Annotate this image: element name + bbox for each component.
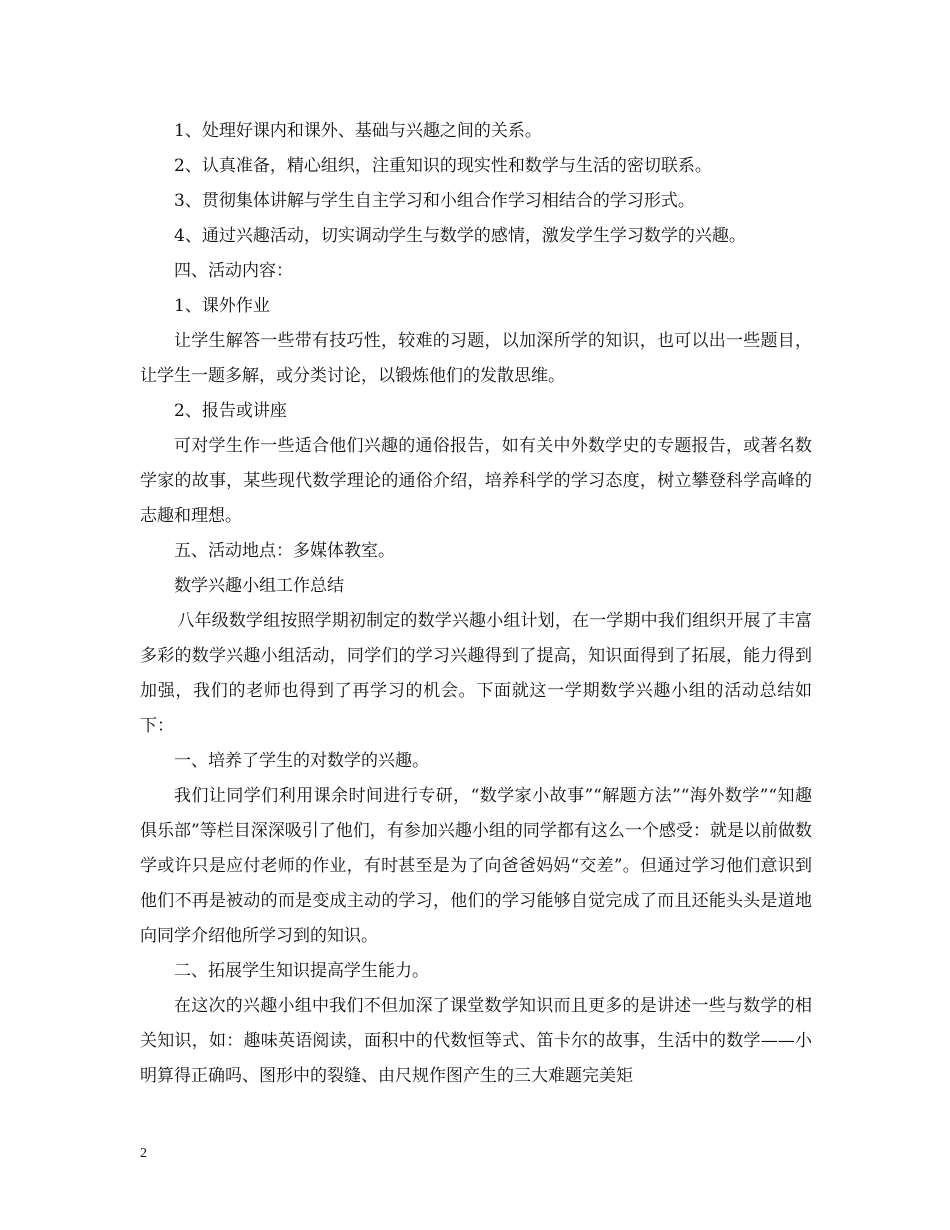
paragraph-3: 3、贯彻集体讲解与学生自主学习和小组合作学习相结合的学习形式。 — [174, 191, 695, 211]
subheading-homework: 1、课外作业 — [174, 296, 270, 316]
document-body — [140, 114, 812, 1094]
paragraph-interest: 我们让同学们利用课余时间进行专研，“数学家小故事”“解题方法”“海外数学”“知趣俱乐部”等栏目深深吸引了他们，有参加兴趣小组的同学都有这么一个感受：就是以前做数学或许只是应付老师的作业，有时甚至是为了向爸爸妈妈“交差”。但通过学习他们意识到他们不再是被动的而是变成主动的学习，他们的学习能够自觉完成了而且还能头头是道地向同学介绍他所学习到的知识。 — [140, 786, 812, 946]
section-heading-location: 五、活动地点：多媒体教室。 — [174, 541, 395, 561]
paragraph-2: 2、认真准备，精心组织，注重知识的现实性和数学与生活的密切联系。 — [174, 156, 712, 176]
paragraph-homework: 让学生解答一些带有技巧性，较难的习题，以加深所学的知识，也可以出一些题目，让学生一题多解，或分类讨论，以锻炼他们的发散思维。 — [140, 331, 812, 386]
paragraph-4: 4、通过兴趣活动，切实调动学生与数学的感情，激发学生学习数学的兴趣。 — [174, 226, 746, 246]
subheading-lecture: 2、报告或讲座 — [174, 401, 287, 421]
document-subtitle-summary: 数学兴趣小组工作总结 — [174, 576, 344, 596]
paragraph-lecture: 可对学生作一些适合他们兴趣的通俗报告，如有关中外数学史的专题报告，或著名数学家的故事，某些现代数学理论的通俗介绍，培养科学的学习态度，树立攀登科学高峰的志趣和理想。 — [140, 436, 812, 526]
section-heading-interest: 一、培养了学生的对数学的兴趣。 — [174, 751, 429, 771]
page-number: 2 — [140, 1146, 147, 1161]
paragraph-summary-intro: 八年级数学组按照学期初制定的数学兴趣小组计划，在一学期中我们组织开展了丰富多彩的数学兴趣小组活动，同学们的学习兴趣得到了提高，知识面得到了拓展，能力得到加强，我们的老师也得到了再学习的机会。下面就这一学期数学兴趣小组的活动总结如下： — [140, 611, 812, 736]
section-heading-knowledge: 二、拓展学生知识提高学生能力。 — [174, 961, 429, 981]
section-heading-activity-content: 四、活动内容： — [174, 261, 293, 281]
paragraph-1: 1、处理好课内和课外、基础与兴趣之间的关系。 — [174, 121, 542, 141]
paragraph-knowledge: 在这次的兴趣小组中我们不但加深了课堂数学知识而且更多的是讲述一些与数学的相关知识，如：趣味英语阅读，面积中的代数恒等式、笛卡尔的故事，生活中的数学——小明算得正确吗、图形中的裂缝、由尺规作图产生的三大难题完美矩 — [140, 996, 812, 1086]
